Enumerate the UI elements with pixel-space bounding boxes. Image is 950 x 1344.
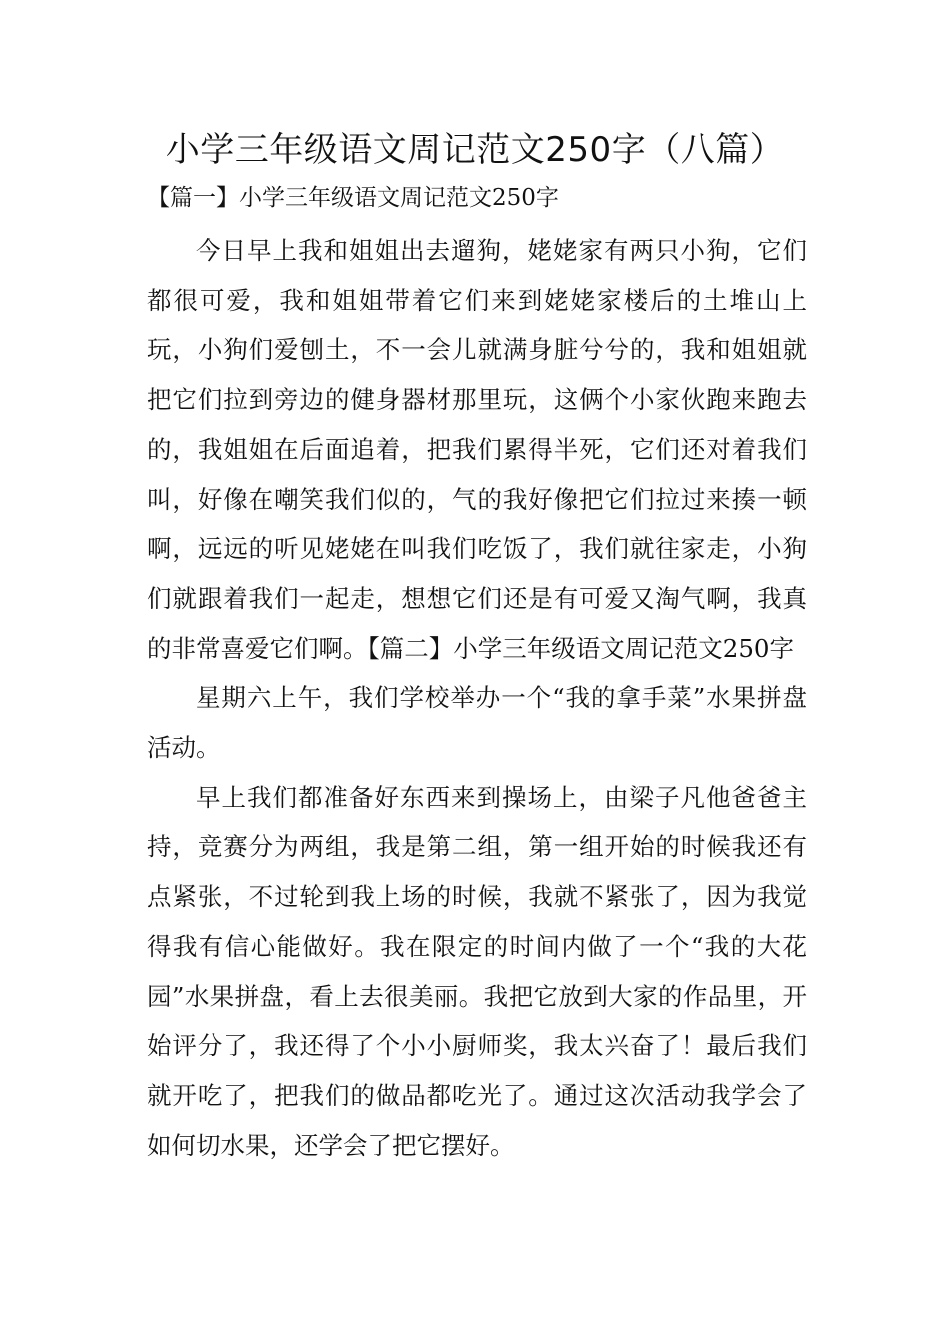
section-heading-2: 【篇二】小学三年级语文周记范文250字 bbox=[367, 633, 795, 663]
paragraph-1 bbox=[147, 226, 807, 673]
paragraph-3: 早上我们都准备好东西来到操场上，由梁子凡他爸爸主持，竞赛分为两组，我是第二组，第一组开始的时候我还有点紧张，不过轮到我上场的时候，我就不紧张了，因为我觉得我有信心能做好。我在限定的时间内做了一个“我的大花园”水果拼盘，看上去很美丽。我把它放到大家的作品里，开始评分了，我还得了个小小厨师奖，我太兴奋了！最后我们就开吃了，把我们的做品都吃光了。通过这次活动我学会了如何切水果，还学会了把它摆好。 bbox=[147, 782, 807, 1160]
section-heading-1: 【篇一】小学三年级语文周记范文250字 bbox=[147, 185, 559, 211]
paragraph-2: 星期六上午，我们学校举办一个“我的拿手菜”水果拼盘活动。 bbox=[147, 683, 807, 763]
document-body bbox=[147, 226, 807, 1170]
document-title: 小学三年级语文周记范文250字（八篇） bbox=[165, 130, 785, 170]
paragraph-1-text: 今日早上我和姐姐出去遛狗，姥姥家有两只小狗，它们都很可爱，我和姐姐带着它们来到姥姥家楼后的土堆山上玩，小狗们爱刨土，不一会儿就满身脏兮兮的，我和姐姐就把它们拉到旁边的健身器材那里玩，这俩个小家伙跑来跑去的，我姐姐在后面追着，把我们累得半死，它们还对着我们叫，好像在嘲笑我们似的，气的我好像把它们拉过来揍一顿啊，远远的听见姥姥在叫我们吃饭了，我们就往家走，小狗们就跟着我们一起走，想想它们还是有可爱又淘气啊，我真的非常喜爱它们啊。 bbox=[147, 236, 807, 663]
